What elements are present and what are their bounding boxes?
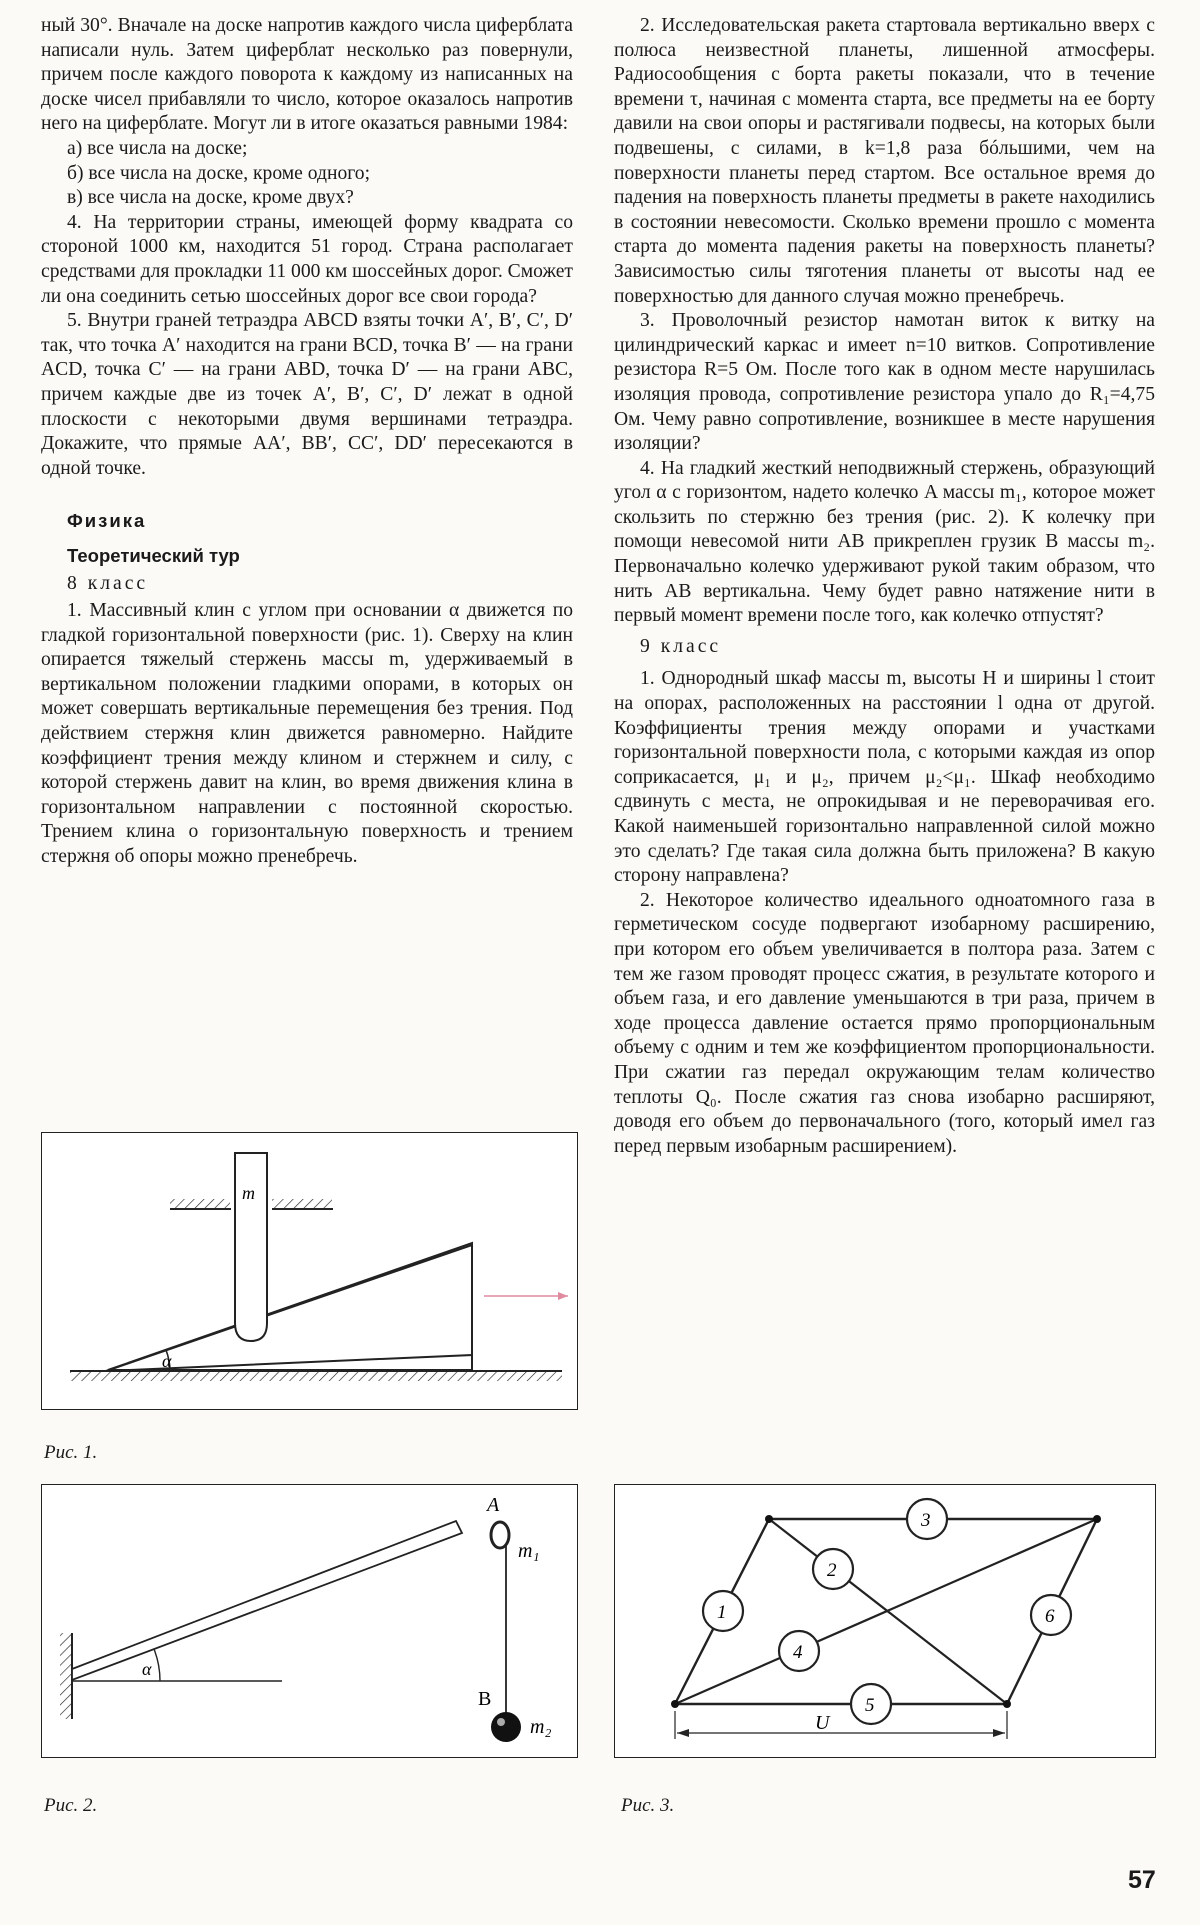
- svg-text:4: 4: [793, 1642, 803, 1663]
- figure-2-caption: Рис. 2.: [44, 1795, 98, 1816]
- ring-A: [491, 1522, 509, 1548]
- svg-text:1: 1: [717, 1602, 727, 1623]
- right-column: [614, 14, 1155, 1159]
- label-B: B: [478, 1688, 492, 1710]
- svg-text:3: 3: [921, 1510, 931, 1531]
- u-arrow-left: [677, 1729, 689, 1737]
- weight-highlight: [497, 1718, 505, 1726]
- figure-1-caption: Рис. 1.: [44, 1442, 98, 1463]
- label-U: U: [815, 1712, 830, 1734]
- svg-text:2: 2: [827, 1560, 837, 1581]
- node-bottom-right: [1003, 1700, 1011, 1708]
- label-m: m: [242, 1183, 255, 1203]
- list-item: в) все числа на доске, кроме двух?: [67, 187, 354, 209]
- u-arrow-right: [993, 1729, 1005, 1737]
- paragraph: 5. Внутри граней тетраэдра ABCD взяты точки A′, B′, C′, D′ так, что точка A′ находится на грани BCD, точка B′ — на грани ACD, точка C′ — на грани ABD, точка D′ — на грани ABC, причем каждые две из точек A′, B′, C′, D′ лежат в одной плоскости с некоторыми двумя вершинами тетраэдра. Докажите, что прямые AA′, BB′, CC′, DD′ пересекаются в одной точке.: [41, 310, 573, 479]
- node-bottom-left: [671, 1700, 679, 1708]
- paragraph: 2. Исследовательская ракета стартовала вертикально вверх с полюса неизвестной планеты, лишенной атмосферы. Радиосообщения с борта ракеты показали, что в течение времени τ, начиная с момента старта, все предметы на ее борту давили на свои опоры и растягивали подвесы, на которых были подвешены, с силами, в k=1,8 раза бóльшими, чем на поверхности планеты перед стартом. Все остальное время до падения на поверхность планеты предметы в ракете находились в состоянии невесомости. Сколько времени прошло с момента старта до момента падения ракеты на поверхность планеты? Зависимостью силы тяготения планеты от высоты над ее поверхностью для данного случая можно пренебречь.: [614, 15, 1155, 307]
- paragraph: 3. Проволочный резистор намотан виток к витку на цилиндрический каркас и имеет n=10 витков. Сопротивление резистора R=5 Ом. После того как в одном месте нарушилась изоляция провода, сопротивление резистора упало до R₁=4,75 Ом. Чему равно сопротивление, возникшее в месте нарушения изоляции?: [614, 310, 1155, 455]
- grade-heading: 8 класс: [67, 573, 149, 595]
- figure-3: [614, 1484, 1156, 1758]
- svg-text:6: 6: [1045, 1606, 1055, 1627]
- resistor-6: [1031, 1595, 1071, 1635]
- subsection-heading: Теоретический тур: [67, 544, 240, 566]
- angle-arc-2: [154, 1649, 160, 1681]
- node-top-left: [765, 1515, 773, 1523]
- paragraph: 4. На гладкий жесткий неподвижный стержень, образующий угол α с горизонтом, надето колечко A массы m₁, которое может скользить по стержню без трения (рис. 2). К колечку при помощи невесомой нити AB прикреплен грузик B массы m₂. Первоначально колечко удерживают рукой таким образом, что нить AB вертикальна. Чему будет равно натяжение нити в первый момент времени после того, как колечко отпустят?: [614, 457, 1155, 627]
- ground-hatch: [70, 1372, 562, 1381]
- label-m2: m₂: [530, 1716, 552, 1738]
- figure-2-drawing: [42, 1485, 577, 1757]
- paragraph: 2. Некоторое количество идеального одноатомного газа в герметическом сосуде подвергают изобарному расширению, при котором его объем увеличивается в полтора раза. Затем с тем же газом проводят процесс сжатия, в результате которого и объем газа, и его давление уменьшаются в три раза, причем в ходе процесса давление остается прямо пропорциональным объему с одним и тем же коэффициентом пропорциональности. При сжатии газ передал окружающим телам количество теплоты Q₀. После сжатия газ снова изобарно расширяют, доводя его объем до первоначального (того, который имел газ перед первым изобарным расширением).: [614, 889, 1155, 1157]
- paragraph: 4. На территории страны, имеющей форму квадрата со стороной 1000 км, находится 51 город. Страна располагает средствами для прокладки 11 000 км шоссейных дорог. Сможет ли она соединить сетью шоссейных дорог все свои города?: [41, 211, 573, 307]
- label-alpha: α: [162, 1351, 172, 1371]
- page-number: 57: [1128, 1866, 1156, 1894]
- resistor-1: [703, 1591, 743, 1631]
- weight-B: [491, 1712, 521, 1742]
- resistor-2: [813, 1549, 853, 1589]
- svg-text:5: 5: [865, 1695, 875, 1716]
- rod: [235, 1153, 267, 1341]
- label-A: A: [487, 1494, 500, 1516]
- paragraph: 1. Однородный шкаф массы m, высоты H и ширины l стоит на опорах, расположенных на расстоянии l одна от другой. Коэффициенты трения между опорами и участками горизонтальной поверхности пола, с которыми каждая из опор соприкасается, μ₁ и μ₂, причем μ₂<μ₁. Шкаф необходимо сдвинуть с места, не опрокидывая и не переворачивая его. Какой наименьшей горизонтально направленной силой можно это сделать? Где такая сила должна быть приложена? В какую сторону направлена?: [614, 668, 1155, 887]
- resistor-4: [779, 1631, 819, 1671]
- figure-1: [41, 1132, 578, 1410]
- figure-2: [41, 1484, 578, 1758]
- inclined-rod: [72, 1521, 462, 1680]
- guide-right-hatch: [272, 1199, 332, 1209]
- velocity-arrowhead: [558, 1292, 568, 1300]
- figure-3-caption: Рис. 3.: [621, 1795, 675, 1816]
- resistor-3: [907, 1499, 947, 1539]
- guide-left-hatch: [170, 1199, 230, 1209]
- label-m1: m₁: [518, 1540, 540, 1562]
- wall-hatch: [60, 1633, 72, 1719]
- resistor-5: [851, 1684, 891, 1724]
- label-alpha-2: α: [142, 1659, 152, 1679]
- figure-3-drawing: [615, 1485, 1155, 1757]
- section-heading: Физика: [67, 510, 147, 532]
- node-top-right: [1093, 1515, 1101, 1523]
- figure-1-drawing: [42, 1133, 577, 1409]
- grade-heading: 9 класс: [640, 635, 722, 657]
- paragraph: ный 30°. Вначале на доске напротив каждого числа циферблата написали нуль. Затем циферблат несколько раз повернули, причем после каждого поворота к каждому из написанных на доске чисел прибавляли то число, которое оказалось напротив него на циферблате. Могут ли в итоге оказаться равными 1984:: [41, 15, 573, 135]
- paragraph: 1. Массивный клин с углом при основании α движется по гладкой горизонтальной поверхности (рис. 1). Сверху на клин опирается тяжелый стержень массы m, удерживаемый в вертикальном положении гладкими опорами, в которых он может совершать вертикальные перемещения без трения. Под действием стержня клин движется равномерно. Найдите коэффициент трения между клином и стержнем и силу, с которой стержень давит на клин, во время движения клина в горизонтальном направлении с постоянной скоростью. Трением клина о горизонтальную поверхность и трением стержня об опоры можно пренебречь.: [41, 600, 573, 867]
- left-column: [41, 14, 573, 870]
- list-item: б) все числа на доске, кроме одного;: [67, 162, 371, 184]
- list-item: а) все числа на доске;: [67, 137, 248, 159]
